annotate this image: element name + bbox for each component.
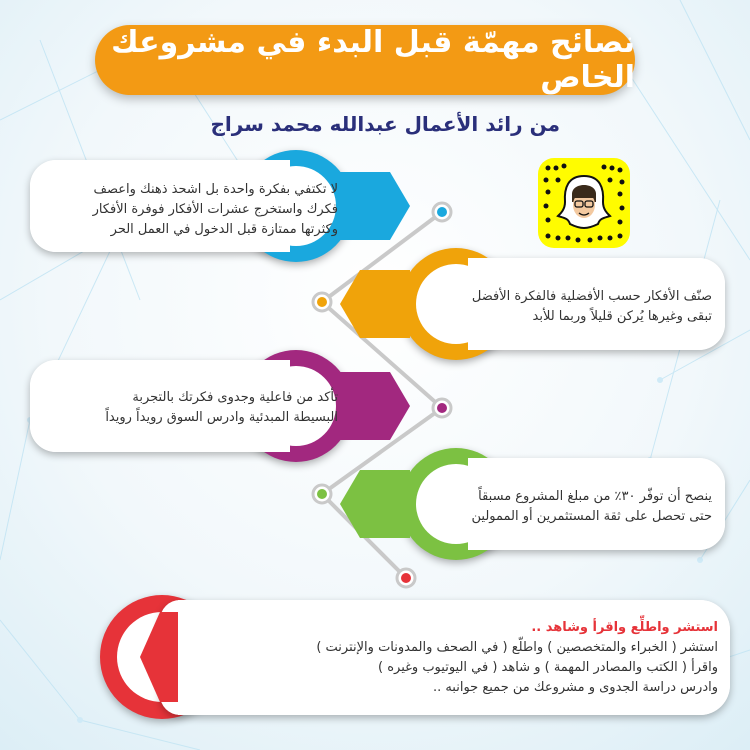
tip-2-line-2: تبقى وغيرها يُركن قليلاً وربما للأبد xyxy=(532,309,712,324)
tip-arrow-4 xyxy=(340,470,410,538)
tip-text-4 xyxy=(420,487,712,527)
page-title: نصائح مهمّة قبل البدء في مشروعك الخاص xyxy=(111,25,635,95)
page-subtitle: من رائد الأعمال عبدالله محمد سراج xyxy=(210,112,560,136)
tip-arrow-2 xyxy=(340,270,410,338)
tip-arrow-3 xyxy=(340,372,410,440)
tip-3-line-1: تأكد من فاعلية وجدوى فكرتك بالتجربة xyxy=(132,390,338,405)
tip-2-line-1: صنّف الأفكار حسب الأفضلية فالفكرة الأفضل xyxy=(471,289,712,304)
tip-1-line-1: لا تكتفي بفكرة واحدة بل اشحذ ذهنك واعصف xyxy=(93,182,338,197)
tip-text-1 xyxy=(38,180,338,240)
tip-5-line-3: وادرس دراسة الجدوى و مشروعك من جميع جوانبه .. xyxy=(432,680,718,695)
snapcode-icon[interactable] xyxy=(538,158,630,248)
tip-text-5 xyxy=(190,618,718,698)
avatar xyxy=(572,185,596,218)
tip-4-line-1: ينصح أن توفّر ٣٠٪ من مبلغ المشروع مسبقاً xyxy=(478,489,712,504)
tip-1-line-3: وكثرتها ممتازة قبل الدخول في العمل الحر xyxy=(110,222,338,237)
tip-text-2 xyxy=(420,287,712,327)
tip-text-3 xyxy=(38,388,338,428)
tip-arrow-5 xyxy=(140,612,180,702)
title-banner xyxy=(95,25,635,95)
tip-1-line-2: فكرك واستخرج عشرات الأفكار فوفرة الأفكار xyxy=(92,202,338,217)
tip-5-line-1: استشر ( الخبراء والمتخصصين ) واطلّع ( في الصحف والمدونات والإنترنت ) xyxy=(316,640,718,655)
tip-arrow-1 xyxy=(340,172,410,240)
tip-3-line-2: البسيطة المبدئية وادرس السوق رويداً رويداً xyxy=(105,410,338,425)
tip-5-heading: استشر واطلِّع واقرأ وشاهد .. xyxy=(531,620,718,635)
tip-5-line-2: واقرأ ( الكتب والمصادر المهمة ) و شاهد ( في اليوتيوب وغيره ) xyxy=(378,660,718,675)
tip-4-line-2: حتى تحصل على ثقة المستثمرين أو الممولين xyxy=(471,509,712,524)
